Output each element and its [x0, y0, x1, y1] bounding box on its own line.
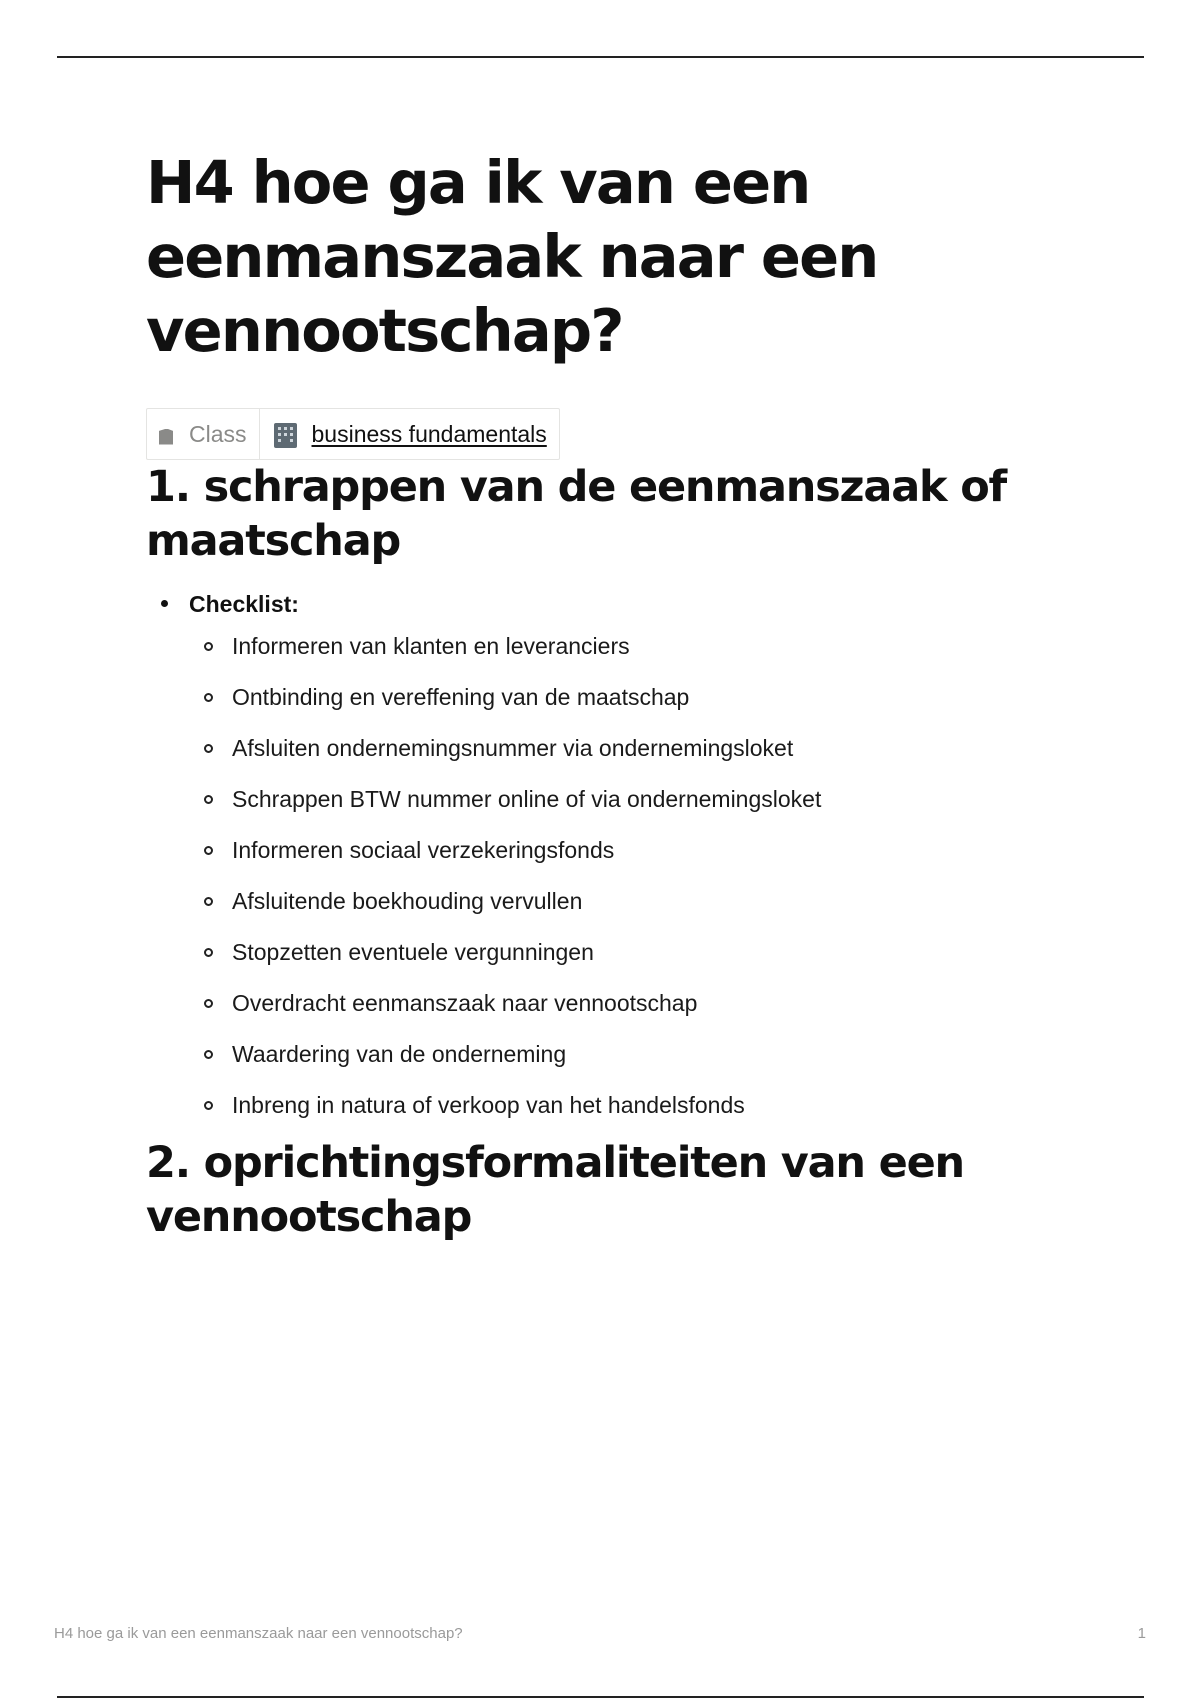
list-item-text: Afsluitende boekhouding vervullen [232, 888, 583, 914]
page-content [146, 146, 1046, 1244]
footer-title: H4 hoe ga ik van een eenmanszaak naar een vennootschap? [54, 1625, 463, 1642]
list-item [189, 983, 1046, 1034]
section-heading-1: 1. schrappen van de eenmanszaak of maatschap [146, 462, 1007, 566]
list-item-text: Informeren sociaal verzekeringsfonds [232, 837, 615, 863]
bullet-circle-icon [204, 948, 213, 957]
list-item-text: Afsluiten ondernemingsnummer via ondernemingsloket [232, 735, 794, 761]
section-heading-2: 2. oprichtingsformaliteiten van een vennootschap [146, 1138, 964, 1242]
list-item [189, 626, 1046, 677]
class-link[interactable]: business fundamentals [311, 420, 547, 447]
checklist [146, 584, 1046, 1136]
list-item-text: Schrappen BTW nummer online of via ondernemingsloket [232, 786, 822, 812]
list-item [189, 677, 1046, 728]
list-item [189, 932, 1046, 983]
list-item [189, 830, 1046, 881]
property-name-label: Class [189, 420, 247, 447]
list-item [189, 1085, 1046, 1136]
page-number: 1 [1137, 1625, 1146, 1642]
list-item-text: Stopzetten eventuele vergunningen [232, 939, 594, 965]
list-item [189, 881, 1046, 932]
list-item-text: Waardering van de onderneming [232, 1041, 567, 1067]
bullet-circle-icon [204, 795, 213, 804]
bullet-circle-icon [204, 999, 213, 1008]
property-name [147, 409, 260, 459]
bullet-circle-icon [204, 744, 213, 753]
checklist-label: Checklist: [189, 591, 299, 617]
checklist-items [189, 626, 1046, 1136]
top-divider [57, 56, 1144, 58]
bullet-circle-icon [204, 1050, 213, 1059]
tag-icon [159, 429, 173, 445]
list-item [189, 1034, 1046, 1085]
property-row [146, 408, 560, 460]
page-title: H4 hoe ga ik van een eenmanszaak naar een vennootschap? [146, 148, 878, 365]
list-item-text: Inbreng in natura of verkoop van het handelsfonds [232, 1092, 745, 1118]
bullet-circle-icon [204, 897, 213, 906]
list-item [189, 779, 1046, 830]
checklist-item [146, 584, 1046, 1136]
bullet-disc-icon [161, 600, 168, 607]
list-item-text: Informeren van klanten en leveranciers [232, 633, 630, 659]
list-item-text: Overdracht eenmanszaak naar vennootschap [232, 990, 698, 1016]
list-item [189, 728, 1046, 779]
office-building-icon [272, 421, 299, 448]
bullet-circle-icon [204, 1101, 213, 1110]
bullet-circle-icon [204, 642, 213, 651]
bullet-circle-icon [204, 846, 213, 855]
list-item-text: Ontbinding en vereffening van de maatschap [232, 684, 690, 710]
bullet-circle-icon [204, 693, 213, 702]
property-value[interactable] [260, 409, 559, 459]
bottom-divider [57, 1696, 1144, 1698]
